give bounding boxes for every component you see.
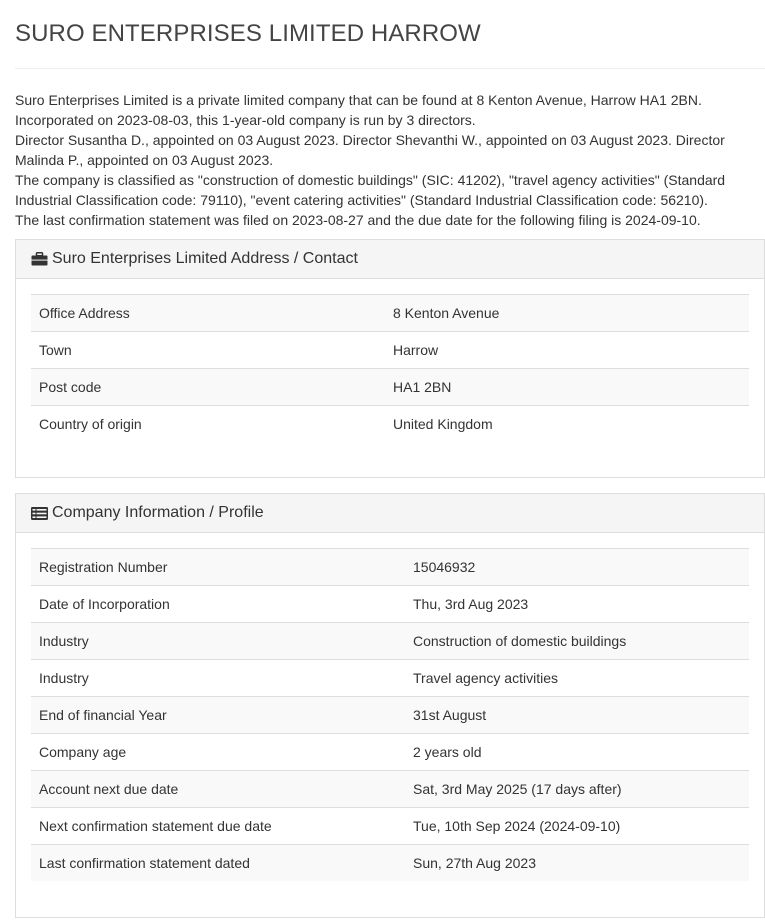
table-row bbox=[31, 369, 749, 406]
summary-classification: The company is classified as "construction of domestic buildings" (SIC: 41202), "travel agency activities" (Standard Industrial Classification code: 79110), "event catering activities" (Standard Industrial Classification code: 56210). bbox=[15, 172, 726, 208]
table-row bbox=[31, 332, 749, 369]
list-icon bbox=[30, 506, 48, 520]
row-label: Post code bbox=[31, 369, 385, 406]
summary-confirmation: The last confirmation statement was filed on 2023-08-27 and the due date for the following filing is 2024-09-10. bbox=[15, 212, 701, 228]
table-row bbox=[31, 734, 749, 771]
summary-incorporation: Incorporated on 2023-08-03, this 1-year-old company is run by 3 directors. bbox=[15, 112, 476, 128]
table-row bbox=[31, 697, 749, 734]
row-value: Harrow bbox=[385, 332, 749, 369]
table-row bbox=[31, 771, 749, 808]
row-value: 8 Kenton Avenue bbox=[385, 295, 749, 332]
row-value: Tue, 10th Sep 2024 (2024-09-10) bbox=[405, 808, 749, 845]
row-value: Sat, 3rd May 2025 (17 days after) bbox=[405, 771, 749, 808]
row-label: Town bbox=[31, 332, 385, 369]
summary-address: Suro Enterprises Limited is a private limited company that can be found at 8 Kenton Avenue, Harrow HA1 2BN. bbox=[15, 92, 702, 108]
row-label: Company age bbox=[31, 734, 405, 771]
row-value: HA1 2BN bbox=[385, 369, 749, 406]
table-row bbox=[31, 845, 749, 882]
row-label: Next confirmation statement due date bbox=[31, 808, 405, 845]
table-row bbox=[31, 586, 749, 623]
row-label: Registration Number bbox=[31, 549, 405, 586]
row-label: Last confirmation statement dated bbox=[31, 845, 405, 882]
row-value: Travel agency activities bbox=[405, 660, 749, 697]
briefcase-icon bbox=[30, 252, 48, 266]
row-label: Industry bbox=[31, 623, 405, 660]
company-info-panel bbox=[15, 493, 765, 918]
table-row bbox=[31, 623, 749, 660]
address-contact-panel bbox=[15, 239, 765, 478]
summary-directors: Director Susantha D., appointed on 03 August 2023. Director Shevanthi W., appointed on 03 August 2023. Director Malinda P., appointed on 03 August 2023. bbox=[15, 132, 725, 168]
row-label: Office Address bbox=[31, 295, 385, 332]
row-value: Construction of domestic buildings bbox=[405, 623, 749, 660]
company-info-table bbox=[31, 548, 749, 881]
row-label: Country of origin bbox=[31, 406, 385, 443]
row-label: Account next due date bbox=[31, 771, 405, 808]
table-row bbox=[31, 406, 749, 443]
title-divider bbox=[15, 68, 765, 69]
row-value: United Kingdom bbox=[385, 406, 749, 443]
row-label: Date of Incorporation bbox=[31, 586, 405, 623]
row-value: 15046932 bbox=[405, 549, 749, 586]
table-row bbox=[31, 549, 749, 586]
row-value: 31st August bbox=[405, 697, 749, 734]
row-value: 2 years old bbox=[405, 734, 749, 771]
row-value: Thu, 3rd Aug 2023 bbox=[405, 586, 749, 623]
address-panel-heading bbox=[16, 240, 764, 279]
row-label: Industry bbox=[31, 660, 405, 697]
table-row bbox=[31, 808, 749, 845]
info-panel-heading bbox=[16, 494, 764, 533]
company-summary bbox=[15, 90, 765, 230]
table-row bbox=[31, 295, 749, 332]
address-table bbox=[31, 294, 749, 442]
row-label: End of financial Year bbox=[31, 697, 405, 734]
table-row bbox=[31, 660, 749, 697]
info-panel-title: Company Information / Profile bbox=[52, 504, 264, 521]
page-title: SURO ENTERPRISES LIMITED HARROW bbox=[15, 20, 481, 47]
address-panel-title: Suro Enterprises Limited Address / Contact bbox=[52, 250, 358, 267]
row-value: Sun, 27th Aug 2023 bbox=[405, 845, 749, 882]
